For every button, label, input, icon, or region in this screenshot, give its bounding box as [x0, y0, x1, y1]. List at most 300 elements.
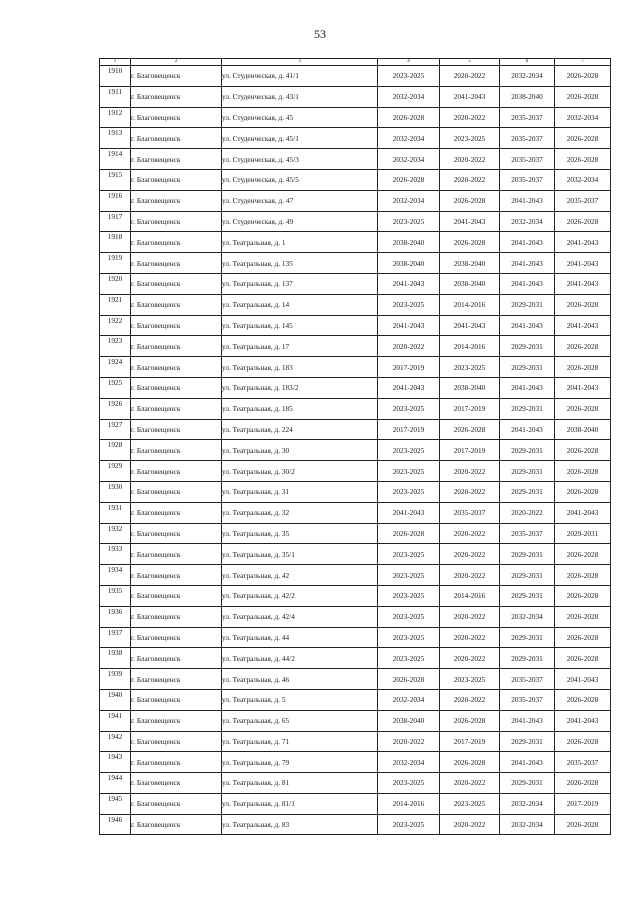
address-cell: ул. Театральная, д. 183: [222, 357, 378, 378]
period-cell: 2026-2028: [555, 336, 611, 357]
address-cell: ул. Театральная, д. 135: [222, 253, 378, 274]
row-number: 1919: [100, 253, 131, 274]
table-row: [100, 253, 611, 274]
page-number: 53: [314, 27, 326, 41]
row-number: 1939: [100, 669, 131, 690]
row-number: 1927: [100, 419, 131, 440]
period-cell: 2020-2022: [440, 544, 500, 565]
period-cell: 2026-2028: [440, 710, 500, 731]
period-cell: 2026-2028: [555, 544, 611, 565]
period-cell: 2032-2034: [500, 606, 555, 627]
period-cell: 2038-2040: [555, 419, 611, 440]
city-cell: г. Благовещенск: [131, 107, 222, 128]
period-cell: 2026-2028: [555, 357, 611, 378]
address-cell: ул. Театральная, д. 224: [222, 419, 378, 440]
address-cell: ул. Театральная, д. 185: [222, 398, 378, 419]
city-cell: г. Благовещенск: [131, 773, 222, 794]
period-cell: 2026-2028: [555, 211, 611, 232]
period-cell: 2020-2022: [440, 773, 500, 794]
address-cell: ул. Театральная, д. 42: [222, 565, 378, 586]
period-cell: 2020-2022: [440, 481, 500, 502]
period-cell: 2026-2028: [555, 585, 611, 606]
table-row: [100, 149, 611, 170]
period-cell: 2023-2025: [378, 461, 440, 482]
period-cell: 2026-2028: [378, 107, 440, 128]
row-number: 1917: [100, 211, 131, 232]
table-row: [100, 814, 611, 835]
city-cell: г. Благовещенск: [131, 731, 222, 752]
city-cell: г. Благовещенск: [131, 627, 222, 648]
period-cell: 2038-2040: [378, 253, 440, 274]
address-cell: ул. Театральная, д. 65: [222, 710, 378, 731]
table-row: [100, 648, 611, 669]
row-number: 1923: [100, 336, 131, 357]
address-cell: ул. Театральная, д. 145: [222, 315, 378, 336]
address-cell: ул. Театральная, д. 30/2: [222, 461, 378, 482]
period-cell: 2026-2028: [555, 648, 611, 669]
address-cell: ул. Театральная, д. 83: [222, 814, 378, 835]
city-cell: г. Благовещенск: [131, 190, 222, 211]
table-row: [100, 440, 611, 461]
table-row: [100, 627, 611, 648]
period-cell: 2017-2019: [378, 357, 440, 378]
city-cell: г. Благовещенск: [131, 814, 222, 835]
city-cell: г. Благовещенск: [131, 66, 222, 87]
table-row: [100, 232, 611, 253]
period-cell: 2026-2028: [440, 232, 500, 253]
period-cell: 2041-2043: [555, 377, 611, 398]
column-header: 2: [131, 59, 222, 66]
row-number: 1932: [100, 523, 131, 544]
period-cell: 2035-2037: [555, 752, 611, 773]
table-row: [100, 565, 611, 586]
city-cell: г. Благовещенск: [131, 253, 222, 274]
period-cell: 2026-2028: [440, 419, 500, 440]
period-cell: 2029-2031: [500, 357, 555, 378]
period-cell: 2038-2040: [378, 232, 440, 253]
row-number: 1936: [100, 606, 131, 627]
period-cell: 2020-2022: [378, 731, 440, 752]
city-cell: г. Благовещенск: [131, 523, 222, 544]
period-cell: 2023-2025: [378, 211, 440, 232]
period-cell: 2041-2043: [555, 315, 611, 336]
period-cell: 2026-2028: [555, 627, 611, 648]
row-number: 1918: [100, 232, 131, 253]
period-cell: 2020-2022: [440, 814, 500, 835]
period-cell: 2041-2043: [440, 211, 500, 232]
address-cell: ул. Театральная, д. 32: [222, 502, 378, 523]
row-number: 1931: [100, 502, 131, 523]
period-cell: 2023-2025: [378, 648, 440, 669]
city-cell: г. Благовещенск: [131, 86, 222, 107]
period-cell: 2020-2022: [440, 689, 500, 710]
address-cell: ул. Студенческая, д. 41/1: [222, 66, 378, 87]
period-cell: 2035-2037: [500, 523, 555, 544]
city-cell: г. Благовещенск: [131, 273, 222, 294]
period-cell: 2029-2031: [500, 544, 555, 565]
period-cell: 2023-2025: [378, 585, 440, 606]
address-cell: ул. Студенческая, д. 45: [222, 107, 378, 128]
period-cell: 2020-2022: [440, 523, 500, 544]
period-cell: 2032-2034: [500, 814, 555, 835]
row-number: 1910: [100, 66, 131, 87]
period-cell: 2029-2031: [500, 648, 555, 669]
period-cell: 2026-2028: [555, 398, 611, 419]
period-cell: 2032-2034: [555, 169, 611, 190]
table-row: [100, 461, 611, 482]
address-cell: ул. Театральная, д. 44/2: [222, 648, 378, 669]
table-row: [100, 669, 611, 690]
period-cell: 2041-2043: [500, 190, 555, 211]
period-cell: 2035-2037: [500, 107, 555, 128]
row-number: 1937: [100, 627, 131, 648]
period-cell: 2023-2025: [440, 793, 500, 814]
city-cell: г. Благовещенск: [131, 315, 222, 336]
period-cell: 2029-2031: [500, 627, 555, 648]
period-cell: 2023-2025: [440, 128, 500, 149]
period-cell: 2026-2028: [555, 606, 611, 627]
row-number: 1940: [100, 689, 131, 710]
period-cell: 2035-2037: [500, 689, 555, 710]
city-cell: г. Благовещенск: [131, 752, 222, 773]
period-cell: 2023-2025: [440, 357, 500, 378]
period-cell: 2029-2031: [500, 336, 555, 357]
period-cell: 2041-2043: [555, 253, 611, 274]
period-cell: 2032-2034: [500, 66, 555, 87]
period-cell: 2035-2037: [500, 669, 555, 690]
column-header: 3: [222, 59, 378, 66]
period-cell: 2041-2043: [500, 315, 555, 336]
period-cell: 2026-2028: [555, 814, 611, 835]
period-cell: 2029-2031: [500, 565, 555, 586]
period-cell: 2026-2028: [378, 669, 440, 690]
period-cell: 2020-2022: [440, 461, 500, 482]
period-cell: 2026-2028: [555, 294, 611, 315]
period-cell: 2017-2019: [440, 398, 500, 419]
city-cell: г. Благовещенск: [131, 689, 222, 710]
city-cell: г. Благовещенск: [131, 398, 222, 419]
row-number: 1926: [100, 398, 131, 419]
period-cell: 2014-2016: [378, 793, 440, 814]
period-cell: 2041-2043: [555, 669, 611, 690]
period-cell: 2041-2043: [500, 419, 555, 440]
address-cell: ул. Театральная, д. 5: [222, 689, 378, 710]
row-number: 1933: [100, 544, 131, 565]
row-number: 1946: [100, 814, 131, 835]
period-cell: 2032-2034: [555, 107, 611, 128]
period-cell: 2035-2037: [500, 169, 555, 190]
period-cell: 2029-2031: [500, 731, 555, 752]
city-cell: г. Благовещенск: [131, 336, 222, 357]
period-cell: 2035-2037: [555, 190, 611, 211]
period-cell: 2038-2040: [500, 86, 555, 107]
city-cell: г. Благовещенск: [131, 377, 222, 398]
period-cell: 2026-2028: [440, 190, 500, 211]
period-cell: 2020-2022: [440, 149, 500, 170]
table-row: [100, 544, 611, 565]
address-cell: ул. Студенческая, д. 43/1: [222, 86, 378, 107]
period-cell: 2041-2043: [378, 315, 440, 336]
table-row: [100, 419, 611, 440]
period-cell: 2032-2034: [378, 128, 440, 149]
period-cell: 2020-2022: [440, 648, 500, 669]
table-row: [100, 398, 611, 419]
column-header: 5: [440, 59, 500, 66]
period-cell: 2017-2019: [378, 419, 440, 440]
period-cell: 2029-2031: [500, 461, 555, 482]
period-cell: 2023-2025: [378, 440, 440, 461]
period-cell: 2032-2034: [500, 211, 555, 232]
period-cell: 2023-2025: [378, 773, 440, 794]
period-cell: 2026-2028: [555, 731, 611, 752]
period-cell: 2032-2034: [378, 689, 440, 710]
city-cell: г. Благовещенск: [131, 419, 222, 440]
column-header: 6: [500, 59, 555, 66]
row-number: 1922: [100, 315, 131, 336]
city-cell: г. Благовещенск: [131, 565, 222, 586]
period-cell: 2026-2028: [555, 440, 611, 461]
row-number: 1929: [100, 461, 131, 482]
period-cell: 2041-2043: [378, 273, 440, 294]
address-cell: ул. Театральная, д. 71: [222, 731, 378, 752]
row-number: 1934: [100, 565, 131, 586]
period-cell: 2029-2031: [500, 773, 555, 794]
address-cell: ул. Студенческая, д. 45/5: [222, 169, 378, 190]
period-cell: 2032-2034: [378, 752, 440, 773]
row-number: 1916: [100, 190, 131, 211]
period-cell: 2041-2043: [500, 273, 555, 294]
period-cell: 2026-2028: [555, 481, 611, 502]
period-cell: 2026-2028: [555, 128, 611, 149]
period-cell: 2020-2022: [440, 627, 500, 648]
period-cell: 2023-2025: [440, 669, 500, 690]
row-number: 1915: [100, 169, 131, 190]
period-cell: 2026-2028: [378, 169, 440, 190]
row-number: 1925: [100, 377, 131, 398]
period-cell: 2041-2043: [500, 377, 555, 398]
address-cell: ул. Театральная, д. 35: [222, 523, 378, 544]
period-cell: 2029-2031: [500, 481, 555, 502]
period-cell: 2023-2025: [378, 627, 440, 648]
row-number: 1930: [100, 481, 131, 502]
address-cell: ул. Театральная, д. 35/1: [222, 544, 378, 565]
row-number: 1935: [100, 585, 131, 606]
period-cell: 2038-2040: [440, 377, 500, 398]
city-cell: г. Благовещенск: [131, 793, 222, 814]
city-cell: г. Благовещенск: [131, 502, 222, 523]
column-number-row: [100, 59, 611, 66]
period-cell: 2032-2034: [378, 190, 440, 211]
row-number: 1945: [100, 793, 131, 814]
period-cell: 2023-2025: [378, 606, 440, 627]
period-cell: 2041-2043: [500, 253, 555, 274]
period-cell: 2023-2025: [378, 398, 440, 419]
period-cell: 2035-2037: [440, 502, 500, 523]
address-cell: ул. Театральная, д. 42/2: [222, 585, 378, 606]
address-cell: ул. Театральная, д. 137: [222, 273, 378, 294]
table-row: [100, 377, 611, 398]
column-header: 7: [555, 59, 611, 66]
table-row: [100, 86, 611, 107]
address-cell: ул. Театральная, д. 81: [222, 773, 378, 794]
period-cell: 2032-2034: [378, 149, 440, 170]
table-row: [100, 689, 611, 710]
table-row: [100, 606, 611, 627]
address-cell: ул. Студенческая, д. 45/3: [222, 149, 378, 170]
row-number: 1938: [100, 648, 131, 669]
period-cell: 2029-2031: [500, 585, 555, 606]
row-number: 1911: [100, 86, 131, 107]
period-cell: 2023-2025: [378, 814, 440, 835]
city-cell: г. Благовещенск: [131, 585, 222, 606]
period-cell: 2017-2019: [440, 731, 500, 752]
table-row: [100, 294, 611, 315]
address-cell: ул. Театральная, д. 46: [222, 669, 378, 690]
period-cell: 2026-2028: [555, 86, 611, 107]
period-cell: 2041-2043: [440, 86, 500, 107]
period-cell: 2014-2016: [440, 585, 500, 606]
period-cell: 2041-2043: [500, 752, 555, 773]
city-cell: г. Благовещенск: [131, 211, 222, 232]
city-cell: г. Благовещенск: [131, 440, 222, 461]
city-cell: г. Благовещенск: [131, 232, 222, 253]
period-cell: 2035-2037: [500, 128, 555, 149]
period-cell: 2041-2043: [555, 502, 611, 523]
row-number: 1928: [100, 440, 131, 461]
table-row: [100, 502, 611, 523]
city-cell: г. Благовещенск: [131, 169, 222, 190]
address-cell: ул. Театральная, д. 81/1: [222, 793, 378, 814]
table-row: [100, 315, 611, 336]
period-cell: 2032-2034: [500, 793, 555, 814]
address-cell: ул. Театральная, д. 44: [222, 627, 378, 648]
period-cell: 2029-2031: [555, 523, 611, 544]
period-cell: 2023-2025: [378, 544, 440, 565]
city-cell: г. Благовещенск: [131, 669, 222, 690]
period-cell: 2029-2031: [500, 398, 555, 419]
address-cell: ул. Театральная, д. 30: [222, 440, 378, 461]
address-cell: ул. Театральная, д. 14: [222, 294, 378, 315]
address-cell: ул. Студенческая, д. 47: [222, 190, 378, 211]
period-cell: 2041-2043: [378, 377, 440, 398]
row-number: 1912: [100, 107, 131, 128]
period-cell: 2029-2031: [500, 440, 555, 461]
row-number: 1924: [100, 357, 131, 378]
table-row: [100, 128, 611, 149]
period-cell: 2038-2040: [440, 273, 500, 294]
period-cell: 2032-2034: [378, 86, 440, 107]
row-number: 1920: [100, 273, 131, 294]
period-cell: 2017-2019: [440, 440, 500, 461]
period-cell: 2023-2025: [378, 565, 440, 586]
period-cell: 2026-2028: [555, 565, 611, 586]
table-row: [100, 731, 611, 752]
period-cell: 2023-2025: [378, 66, 440, 87]
city-cell: г. Благовещенск: [131, 648, 222, 669]
row-number: 1942: [100, 731, 131, 752]
column-header: 4: [378, 59, 440, 66]
table-row: [100, 336, 611, 357]
period-cell: 2026-2028: [555, 773, 611, 794]
address-cell: ул. Студенческая, д. 45/1: [222, 128, 378, 149]
period-cell: 2026-2028: [555, 461, 611, 482]
period-cell: 2020-2022: [500, 502, 555, 523]
period-cell: 2020-2022: [440, 66, 500, 87]
period-cell: 2041-2043: [440, 315, 500, 336]
table-row: [100, 190, 611, 211]
city-cell: г. Благовещенск: [131, 544, 222, 565]
column-header: 1: [100, 59, 131, 66]
city-cell: г. Благовещенск: [131, 710, 222, 731]
period-cell: 2026-2028: [555, 689, 611, 710]
period-cell: 2020-2022: [440, 107, 500, 128]
city-cell: г. Благовещенск: [131, 357, 222, 378]
period-cell: 2029-2031: [500, 294, 555, 315]
address-cell: ул. Театральная, д. 31: [222, 481, 378, 502]
period-cell: 2041-2043: [378, 502, 440, 523]
period-cell: 2020-2022: [378, 336, 440, 357]
address-cell: ул. Студенческая, д. 49: [222, 211, 378, 232]
table-row: [100, 107, 611, 128]
period-cell: 2017-2019: [555, 793, 611, 814]
city-cell: г. Благовещенск: [131, 128, 222, 149]
period-cell: 2020-2022: [440, 565, 500, 586]
period-cell: 2026-2028: [555, 66, 611, 87]
table-row: [100, 585, 611, 606]
table-row: [100, 169, 611, 190]
period-cell: 2041-2043: [500, 232, 555, 253]
period-cell: 2020-2022: [440, 606, 500, 627]
period-cell: 2038-2040: [378, 710, 440, 731]
period-cell: 2026-2028: [555, 149, 611, 170]
city-cell: г. Благовещенск: [131, 149, 222, 170]
period-cell: 2041-2043: [555, 232, 611, 253]
registry-table: [99, 58, 611, 835]
period-cell: 2020-2022: [440, 169, 500, 190]
table-row: [100, 211, 611, 232]
address-cell: ул. Театральная, д. 183/2: [222, 377, 378, 398]
city-cell: г. Благовещенск: [131, 461, 222, 482]
table-row: [100, 523, 611, 544]
period-cell: 2026-2028: [440, 752, 500, 773]
period-cell: 2038-2040: [440, 253, 500, 274]
period-cell: 2035-2037: [500, 149, 555, 170]
row-number: 1921: [100, 294, 131, 315]
row-number: 1941: [100, 710, 131, 731]
table-row: [100, 710, 611, 731]
row-number: 1913: [100, 128, 131, 149]
table-row: [100, 273, 611, 294]
city-cell: г. Благовещенск: [131, 481, 222, 502]
period-cell: 2041-2043: [500, 710, 555, 731]
table-row: [100, 793, 611, 814]
address-cell: ул. Театральная, д. 17: [222, 336, 378, 357]
row-number: 1944: [100, 773, 131, 794]
row-number: 1914: [100, 149, 131, 170]
table-row: [100, 66, 611, 87]
city-cell: г. Благовещенск: [131, 294, 222, 315]
period-cell: 2014-2016: [440, 336, 500, 357]
table-row: [100, 357, 611, 378]
period-cell: 2023-2025: [378, 294, 440, 315]
city-cell: г. Благовещенск: [131, 606, 222, 627]
address-cell: ул. Театральная, д. 42/4: [222, 606, 378, 627]
period-cell: 2023-2025: [378, 481, 440, 502]
period-cell: 2041-2043: [555, 273, 611, 294]
table-row: [100, 752, 611, 773]
address-cell: ул. Театральная, д. 79: [222, 752, 378, 773]
period-cell: 2026-2028: [378, 523, 440, 544]
